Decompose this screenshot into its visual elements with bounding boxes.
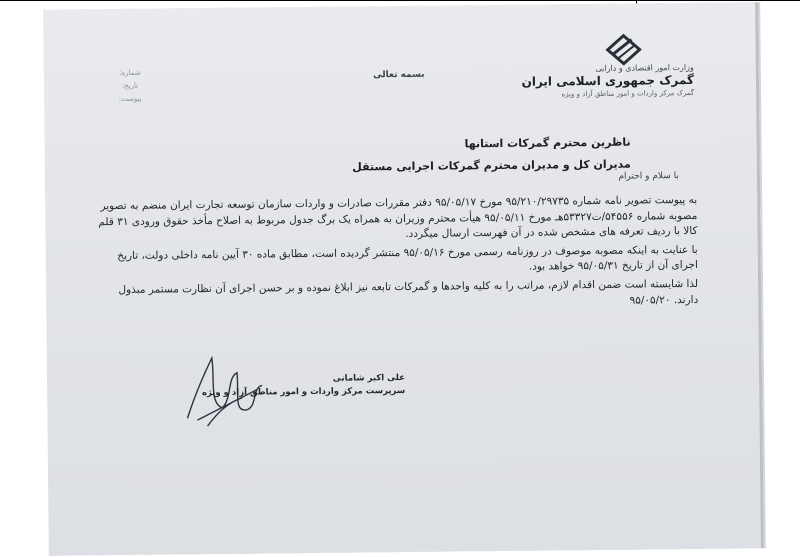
letter-meta bbox=[70, 66, 190, 106]
basmala: بسمه تعالی bbox=[373, 69, 425, 81]
paragraph-1: به پیوست تصویر نامه شماره ۹۵/۲۱۰/۲۹۷۳۵ مورخ ۹۵/۰۵/۱۷ دفتر مقررات صادرات و واردات سازمان توسعه تجارت ایران منضم به تصویر مصوبه شماره ۵۴۵۵۶/ت۵۳۳۲۷هـ مورخ ۹۵/۰۵/۱۱ هیأت محترم وزیران به همراه یک برگ جدول مربوط به اصلاح مأخذ حقوق ورودی ۳۱ قلم کالا با ردیف تعرفه های مشخص شده در آن فهرست ارسال میگردد. bbox=[98, 193, 698, 241]
recipient-line-2: مدیران کل و مدیران محترم گمرکات اجرایی مستقل bbox=[352, 157, 631, 174]
letter-attachment-label: پیوست: bbox=[118, 94, 142, 103]
customs-name: گمرک جمهوری اسلامی ایران bbox=[521, 72, 695, 89]
ministry-name: وزارت امور اقتصادی و دارایی bbox=[595, 62, 694, 73]
signer-title: سرپرست مرکز واردات و امور مناطق آزاد و ویژه bbox=[201, 385, 406, 399]
letter-date-label: تاریخ: bbox=[121, 81, 139, 90]
scanned-letter bbox=[43, 2, 764, 555]
greeting: با سلام و احترام bbox=[618, 171, 679, 182]
organization-header bbox=[494, 61, 694, 102]
department-name: گمرک مرکز واردات و امور مناطق آزاد و ویژه bbox=[561, 88, 695, 99]
letter-number-label: شماره: bbox=[119, 68, 141, 77]
signer-block bbox=[175, 372, 405, 400]
letter-body bbox=[97, 193, 698, 317]
paragraph-3: لذا شایسته است ضمن اقدام لازم، مراتب را به کلیه واحدها و گمرکات تابعه نیز ابلاغ نموده و بر حسن اجرای آن نظارت مستمر مبذول دارند. ۹۵/۰۵/۲۰ bbox=[118, 277, 699, 307]
recipient-line-1: ناظرین محترم گمرکات استانها bbox=[464, 135, 631, 151]
signer-name: علی اکبر شامانی bbox=[332, 372, 406, 384]
paragraph-2: با عنایت به اینکه مصوبه موصوف در روزنامه رسمی مورخ ۹۵/۰۵/۱۶ منتشر گردیده است، مطابق ماده ۳۰ آیین نامه داخلی دولت، تاریخ اجرای آن از تاریخ ۹۵/۰۵/۳۱ خواهد بود. bbox=[117, 243, 698, 274]
